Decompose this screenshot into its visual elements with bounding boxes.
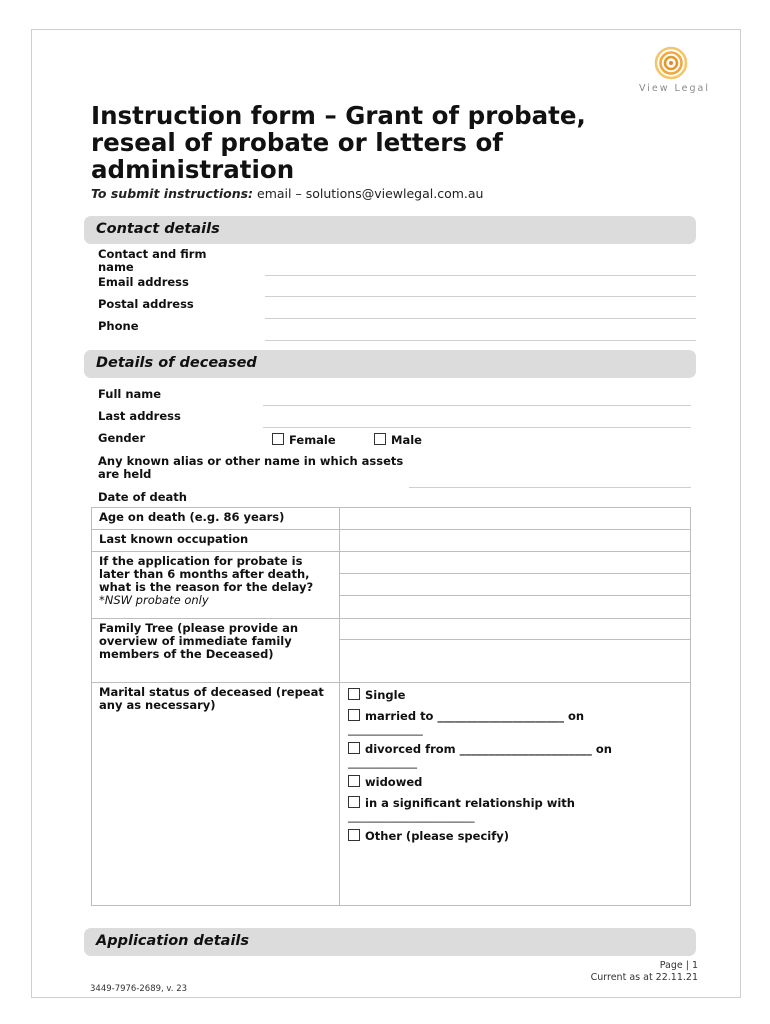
current-date: Current as at 22.11.21 <box>590 972 698 983</box>
full-name-input[interactable] <box>263 405 691 406</box>
field-label-gender: Gender <box>98 431 146 445</box>
marital-options <box>340 683 691 906</box>
postal-input[interactable] <box>265 318 696 319</box>
section-details-of-deceased <box>84 350 696 378</box>
checkbox-widowed[interactable] <box>348 775 360 787</box>
marital-option-relationship[interactable]: in a significant relationship with <box>348 796 690 810</box>
marital-option-widowed[interactable]: widowed <box>348 775 690 789</box>
label-marital-status: Marital status of deceased (repeat any as necessary) <box>92 683 340 906</box>
alias-input[interactable] <box>409 487 691 488</box>
table-row <box>92 508 691 530</box>
marital-option-other[interactable]: Other (please specify) <box>348 829 690 843</box>
logo-text: View Legal <box>638 83 710 94</box>
field-label-full-name: Full name <box>98 387 162 401</box>
field-label-date-of-death: Date of death <box>98 490 187 504</box>
table-row <box>92 552 691 619</box>
gender-female-option[interactable] <box>272 433 336 447</box>
table-row <box>92 619 691 683</box>
field-label-last-address: Last address <box>98 409 181 423</box>
section-heading: Contact details <box>96 221 220 237</box>
page-title: Instruction form – Grant of probate, reseal of probate or letters of administration <box>91 101 586 184</box>
checkbox-female[interactable] <box>272 433 284 445</box>
label-family-tree: Family Tree (please provide an overview of immediate family members of the Deceased) <box>92 619 340 683</box>
married-continuation: _____________ <box>348 722 423 736</box>
family-tree-input[interactable] <box>340 619 691 683</box>
delay-reason-input[interactable] <box>340 552 691 619</box>
table-row <box>92 683 691 906</box>
checkbox-other[interactable] <box>348 829 360 841</box>
field-label-phone: Phone <box>98 319 139 333</box>
relationship-continuation: ______________________ <box>348 809 475 823</box>
marital-option-married[interactable]: married to ______________________ on <box>348 709 690 723</box>
age-on-death-input[interactable] <box>340 508 691 530</box>
occupation-input[interactable] <box>340 530 691 552</box>
label-age-on-death: Age on death (e.g. 86 years) <box>92 508 340 530</box>
contact-firm-input[interactable] <box>265 275 696 276</box>
male-label: Male <box>391 433 422 447</box>
delay-question: If the application for probate is later than 6 months after death, what is the reason for the delay? <box>99 554 314 594</box>
field-label-contact-firm: Contact and firm name <box>98 247 207 274</box>
submit-instructions <box>91 186 483 201</box>
gender-male-option[interactable] <box>374 433 422 447</box>
page-number: Page | 1 <box>659 960 698 971</box>
field-label-alias: Any known alias or other name in which assets are held <box>98 454 404 481</box>
document-id: 3449-7976-2689, v. 23 <box>90 984 188 994</box>
label-last-occupation: Last known occupation <box>92 530 340 552</box>
section-application-details <box>84 928 696 956</box>
delay-note: *NSW probate only <box>99 593 209 607</box>
submit-label: To submit instructions: <box>91 186 254 201</box>
label-delay-reason <box>92 552 340 619</box>
document-page <box>31 29 741 998</box>
deceased-details-table <box>91 507 691 906</box>
checkbox-divorced[interactable] <box>348 742 360 754</box>
checkbox-relationship[interactable] <box>348 796 360 808</box>
section-heading: Details of deceased <box>96 355 257 371</box>
field-label-postal: Postal address <box>98 297 194 311</box>
spiral-logo-icon <box>654 43 688 83</box>
divorced-continuation: ____________ <box>348 755 417 769</box>
section-heading: Application details <box>96 933 250 949</box>
checkbox-married[interactable] <box>348 709 360 721</box>
phone-input[interactable] <box>265 340 696 341</box>
marital-option-single[interactable]: Single <box>348 688 690 702</box>
checkbox-single[interactable] <box>348 688 360 700</box>
email-input[interactable] <box>265 296 696 297</box>
marital-option-divorced[interactable]: divorced from _______________________ on <box>348 742 690 756</box>
last-address-input[interactable] <box>263 427 691 428</box>
submit-email[interactable]: email – solutions@viewlegal.com.au <box>257 186 484 201</box>
field-label-email: Email address <box>98 275 189 289</box>
checkbox-male[interactable] <box>374 433 386 445</box>
female-label: Female <box>289 433 336 447</box>
section-contact-details <box>84 216 696 244</box>
page-footer-right <box>591 960 698 984</box>
table-row <box>92 530 691 552</box>
view-legal-logo <box>626 43 710 101</box>
